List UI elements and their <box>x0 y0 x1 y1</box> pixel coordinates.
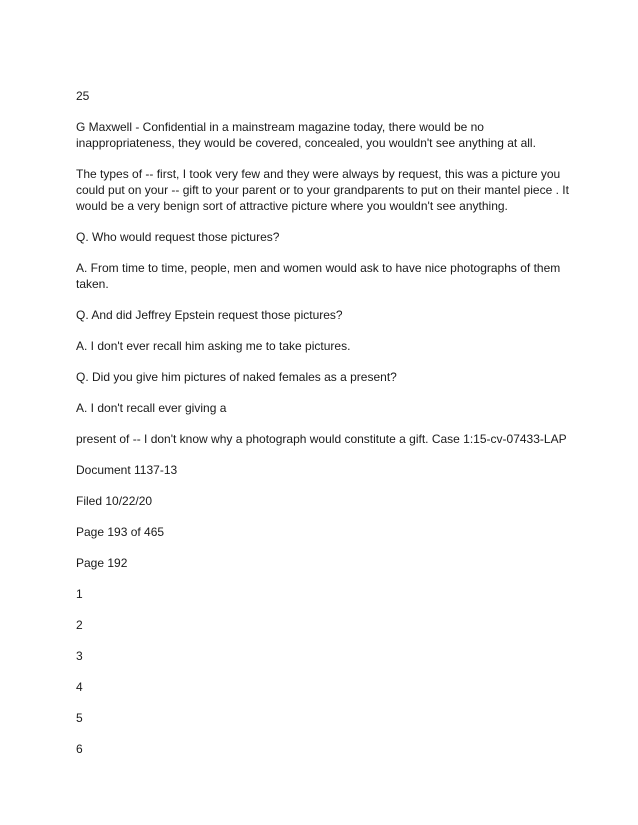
line-number: 1 <box>76 587 83 601</box>
line-number: 4 <box>76 680 83 694</box>
answer-line: A. From time to time, people, men and women would ask to have nice photographs of them taken. <box>76 261 561 291</box>
transcript-paragraph: G Maxwell - Confidential in a mainstream magazine today, there would be no inappropriateness, they would be covered, concealed, you wouldn't see anything at all. <box>76 120 536 150</box>
document-number: Document 1137-13 <box>76 463 178 477</box>
filed-date: Filed 10/22/20 <box>76 494 153 508</box>
question-line: Q. And did Jeffrey Epstein request those pictures? <box>76 308 343 322</box>
line-number: 2 <box>76 618 83 632</box>
answer-line: A. I don't ever recall him asking me to take pictures. <box>76 339 351 353</box>
transcript-paragraph: The types of -- first, I took very few and they were always by request, this was a picture you could put on your -- gift to your parent or to your grandparents to put on their mantel piece . It would be a very benign sort of attractive picture where you wouldn't see anything. <box>76 167 569 213</box>
answer-continuation: present of -- I don't know why a photograph would constitute a gift. Case 1:15-cv-07433-LAP <box>76 432 567 446</box>
document-page <box>76 88 576 772</box>
answer-line: A. I don't recall ever giving a <box>76 401 227 415</box>
transcript-page-number: Page 192 <box>76 556 128 570</box>
page-of-total: Page 193 of 465 <box>76 525 165 539</box>
question-line: Q. Who would request those pictures? <box>76 230 280 244</box>
question-line: Q. Did you give him pictures of naked females as a present? <box>76 370 397 384</box>
line-number: 25 <box>76 89 90 103</box>
line-number: 5 <box>76 711 83 725</box>
line-number: 6 <box>76 742 83 756</box>
line-number: 3 <box>76 649 83 663</box>
